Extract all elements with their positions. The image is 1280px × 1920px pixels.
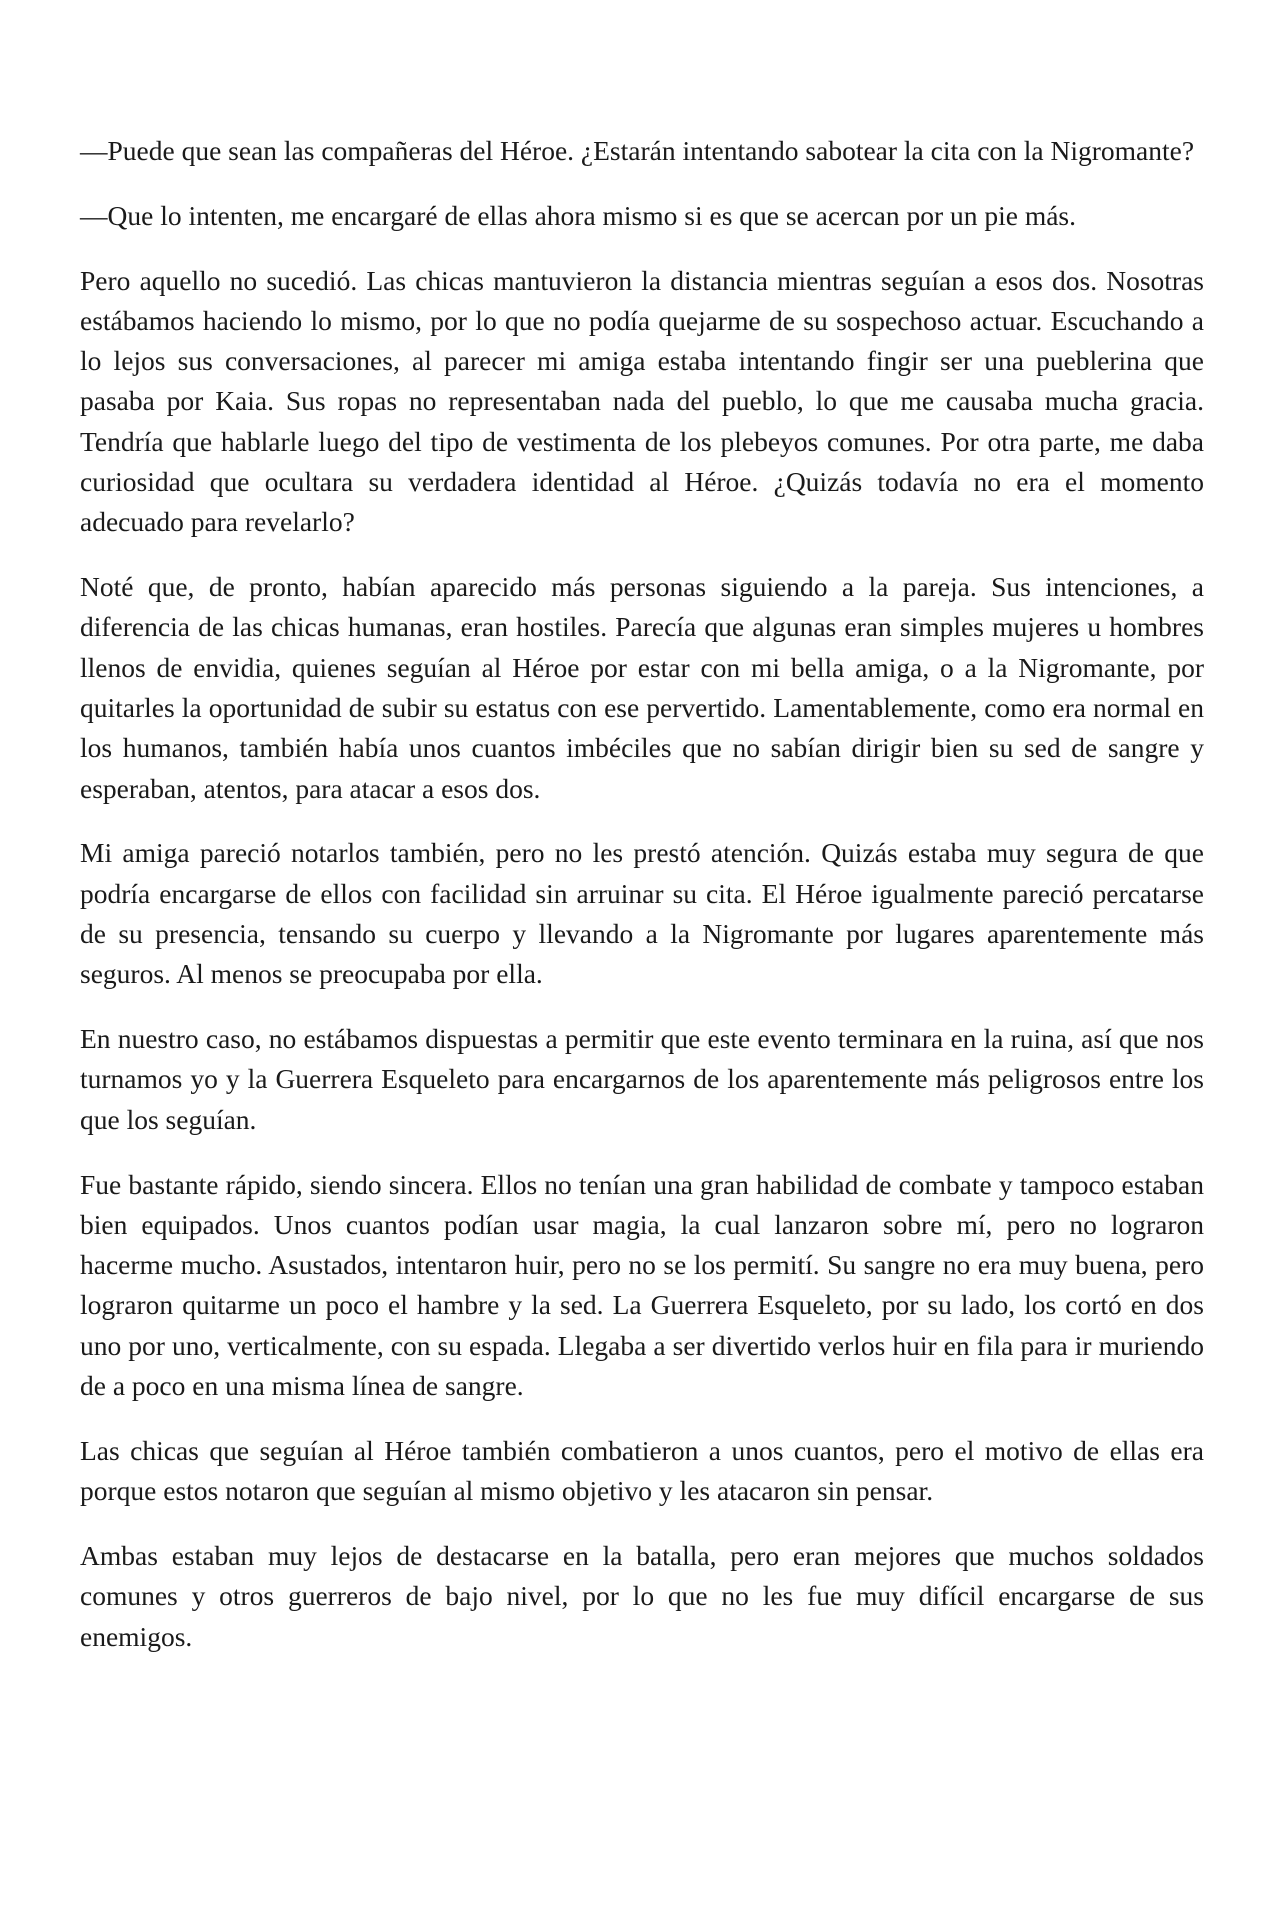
paragraph-7: Fue bastante rápido, siendo sincera. Ellos no tenían una gran habilidad de combate y tampoco estaban bien equipados. Unos cuantos podían usar magia, la cual lanzaron sobre mí, pero no lograron hacerme mucho. Asustados, intentaron huir, pero no se los permití. Su sangre no era muy buena, pero lograron quitarme un poco el hambre y la sed. La Guerrera Esqueleto, por su lado, los cortó en dos uno por uno, verticalmente, con su espada. Llegaba a ser divertido verlos huir en fila para ir muriendo de a poco en una misma línea de sangre. <box>80 1168 1204 1402</box>
paragraph-6: En nuestro caso, no estábamos dispuestas a permitir que este evento terminara en la ruina, así que nos turnamos yo y la Guerrera Esqueleto para encargarnos de los aparentemente más peligrosos entre los que los seguían. <box>80 1023 1204 1135</box>
paragraph-1: —Puede que sean las compañeras del Héroe. ¿Estarán intentando sabotear la cita con la Nigromante? <box>80 135 1195 166</box>
paragraph-9: Ambas estaban muy lejos de destacarse en la batalla, pero eran mejores que muchos soldados comunes y otros guerreros de bajo nivel, por lo que no les fue muy difícil encargarse de sus enemigos. <box>80 1539 1204 1652</box>
page-body <box>80 131 1204 1681</box>
paragraph-3: Pero aquello no sucedió. Las chicas mantuvieron la distancia mientras seguían a esos dos. Nosotras estábamos haciendo lo mismo, por lo que no podía quejarme de su sospechoso actuar. Escuchando a lo lejos sus conversaciones, al parecer mi amiga estaba intentando fingir ser una pueblerina que pasaba por Kaia. Sus ropas no representaban nada del pueblo, lo que me causaba mucha gracia. Tendría que hablarle luego del tipo de vestimenta de los plebeyos comunes. Por otra parte, me daba curiosidad que ocultara su verdadera identidad al Héroe. ¿Quizás todavía no era el momento adecuado para revelarlo? <box>80 264 1204 538</box>
paragraph-8: Las chicas que seguían al Héroe también combatieron a unos cuantos, pero el motivo de ellas era porque estos notaron que seguían al mismo objetivo y les atacaron sin pensar. <box>80 1434 1204 1507</box>
paragraph-2: —Que lo intenten, me encargaré de ellas ahora mismo si es que se acercan por un pie más. <box>80 199 1077 231</box>
paragraph-4: Noté que, de pronto, habían aparecido más personas siguiendo a la pareja. Sus intenciones, a diferencia de las chicas humanas, eran hostiles. Parecía que algunas eran simples mujeres u hombres llenos de envidia, quienes seguían al Héroe por estar con mi bella amiga, o a la Nigromante, por quitarles la oportunidad de subir su estatus con ese pervertido. Lamentablemente, como era normal en los humanos, también había unos cuantos imbéciles que no sabían dirigir bien su sed de sangre y esperaban, atentos, para atacar a esos dos. <box>80 571 1204 804</box>
paragraph-5: Mi amiga pareció notarlos también, pero no les prestó atención. Quizás estaba muy segura de que podría encargarse de ellos con facilidad sin arruinar su cita. El Héroe igualmente pareció percatarse de su presencia, tensando su cuerpo y llevando a la Nigromante por lugares aparentemente más seguros. Al menos se preocupaba por ella. <box>80 837 1204 990</box>
